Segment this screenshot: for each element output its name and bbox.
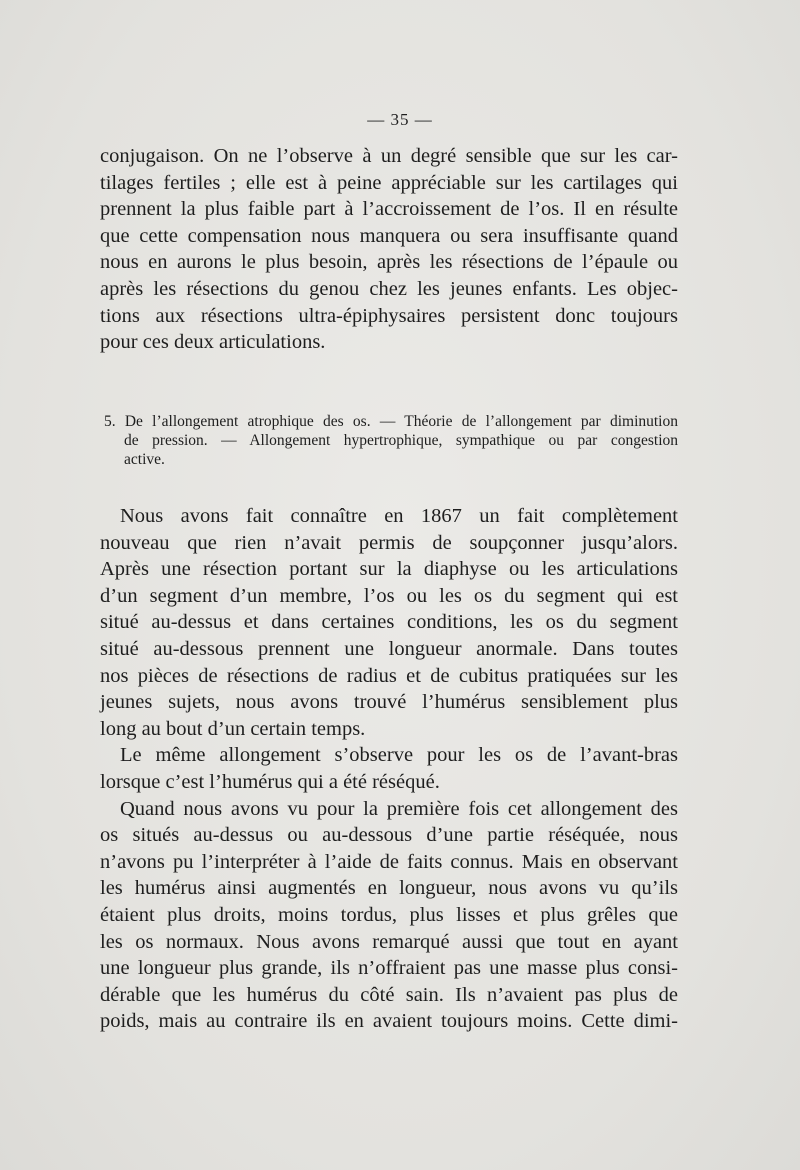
paragraph-continuation: [100, 143, 678, 356]
text-line: dérable que les humérus du côté sain. Ils n’avaient pas plus de: [100, 983, 678, 1006]
text-line: os situés au-dessus ou au-dessous d’une partie réséquée, nous: [100, 824, 678, 847]
text-line: conjugaison. On ne l’observe à un degré sensible que sur les car-: [100, 145, 678, 167]
text-line: n’avons pu l’interpréter à l’aide de faits connus. Mais en observant: [100, 850, 678, 873]
text-line: lorsque c’est l’humérus qui a été réséqué.: [100, 770, 440, 793]
text-line: Quand nous avons vu pour la première fois cet allongement des: [120, 797, 678, 820]
text-line: étaient plus droits, moins tordus, plus lisses et plus grêles que: [100, 903, 678, 926]
text-line: après les résections du genou chez les jeunes enfants. Les objec-: [100, 277, 678, 300]
heading-line: 5. De l’allongement atrophique des os. — Théorie de l’allongement par diminution: [104, 413, 678, 430]
section-body: [100, 503, 678, 1035]
page-number: — 35 —: [367, 110, 433, 129]
text-line: poids, mais au contraire ils en avaient toujours moins. Cette dimi-: [100, 1010, 678, 1033]
text-line: situé au-dessus et dans certaines conditions, les os du segment: [100, 611, 678, 634]
text-line: Nous avons fait connaître en 1867 un fait complètement: [120, 505, 678, 527]
text-line: une longueur plus grande, ils n’offraient pas une masse plus consi-: [100, 957, 678, 980]
text-line: prennent la plus faible part à l’accroissement de l’os. Il en résulte: [100, 198, 678, 221]
text-line: nos pièces de résections de radius et de cubitus pratiquées sur les: [100, 664, 678, 687]
text-line: nouveau que rien n’avait permis de soupçonner jusqu’alors.: [100, 531, 678, 554]
text-line: tilages fertiles ; elle est à peine appréciable sur les cartilages qui: [100, 171, 678, 194]
text-line: tions aux résections ultra-épiphysaires persistent donc toujours: [100, 304, 678, 327]
text-line: Après une résection portant sur la diaphyse ou les articulations: [100, 558, 678, 581]
heading-line: de pression. — Allongement hypertrophique, sympathique ou par congestion: [124, 432, 678, 449]
text-line: Le même allongement s’observe pour les os de l’avant-bras: [120, 744, 678, 767]
text-line: les humérus ainsi augmentés en longueur, nous avons vu qu’ils: [100, 877, 678, 900]
text-line: jeunes sujets, nous avons trouvé l’humérus sensiblement plus: [100, 691, 678, 714]
text-line: d’un segment d’un membre, l’os ou les os du segment qui est: [100, 584, 678, 607]
section-heading: [104, 412, 678, 469]
text-line: situé au-dessous prennent une longueur anormale. Dans toutes: [100, 637, 678, 660]
text-line: que cette compensation nous manquera ou sera insuffisante quand: [100, 224, 678, 247]
heading-line: active.: [124, 451, 165, 468]
text-line: pour ces deux articulations.: [100, 331, 326, 354]
text-line: les os normaux. Nous avons remarqué aussi que tout en ayant: [100, 930, 678, 953]
text-line: nous en aurons le plus besoin, après les résections de l’épaule ou: [100, 251, 678, 274]
text-line: long au bout d’un certain temps.: [100, 717, 366, 740]
